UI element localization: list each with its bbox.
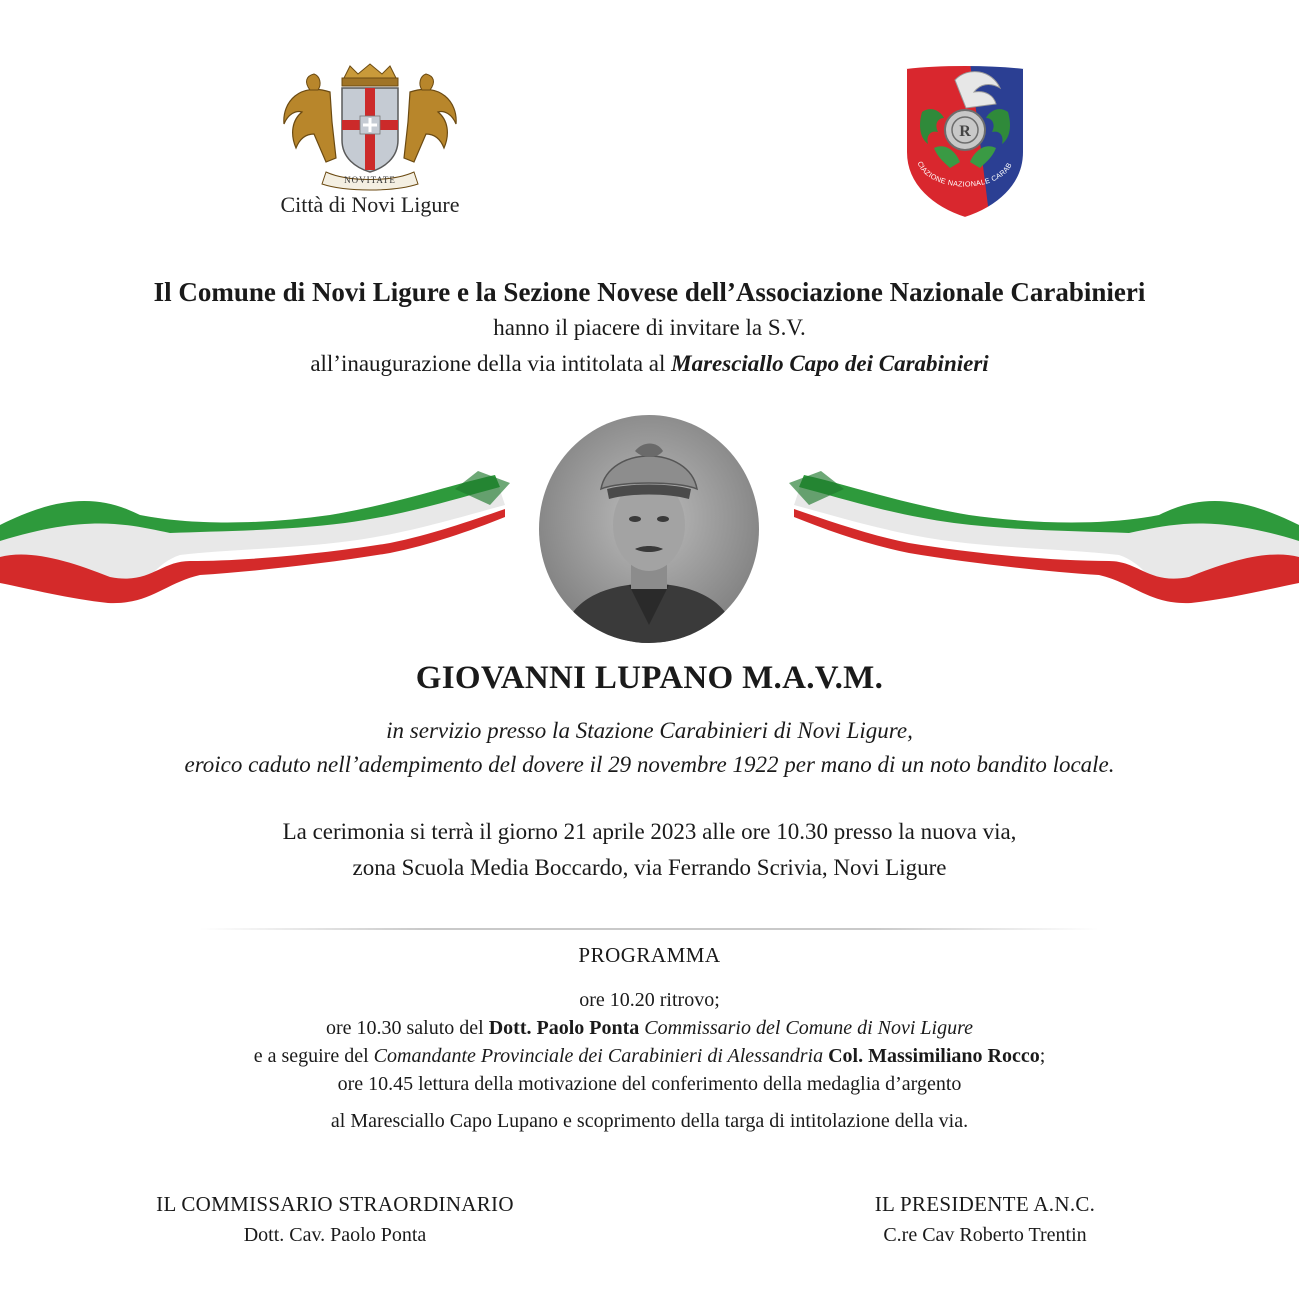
- italian-flag-ribbon-left: [0, 465, 510, 615]
- programme-heading: PROGRAMMA: [578, 943, 721, 967]
- city-coat-of-arms-icon: [270, 62, 470, 192]
- city-caption: Città di Novi Ligure: [280, 192, 460, 217]
- signature-right-title: IL PRESIDENTE A.N.C.: [874, 1192, 1096, 1216]
- divider: [200, 928, 1099, 930]
- signature-right: [830, 1192, 1140, 1247]
- programme-item-3-end: ;: [1039, 1045, 1046, 1067]
- signature-left-title: IL COMMISSARIO STRAORDINARIO: [156, 1192, 514, 1216]
- programme-item-3-role: Comandante Provinciale dei Carabinieri di Alessandria: [373, 1045, 824, 1067]
- italian-flag-ribbon-right: [789, 465, 1299, 615]
- ceremony-line-2: zona Scuola Media Boccardo, via Ferrando Scrivia, Novi Ligure: [352, 855, 947, 880]
- coat-motto: NOVITATE: [344, 175, 396, 185]
- programme-item-5: al Maresciallo Capo Lupano e scoprimento della targa di intitolazione della via.: [330, 1110, 969, 1132]
- signature-left: [100, 1192, 570, 1247]
- ceremony-line-1: La cerimonia si terrà il giorno 21 aprile 2023 alle ore 10.30 presso la nuova via,: [282, 819, 1017, 844]
- signature-left-name: Dott. Cav. Paolo Ponta: [243, 1224, 427, 1246]
- programme-item-1: ore 10.20 ritrovo;: [579, 989, 720, 1011]
- intro-line-2: hanno il piacere di invitare la S.V.: [493, 315, 806, 340]
- honoree-description-line-1: in servizio presso la Stazione Carabinieri di Novi Ligure,: [386, 718, 913, 743]
- intro-line-3-prefix: all’inaugurazione della via intitolata al: [310, 351, 672, 376]
- honoree-description-line-2: eroico caduto nell’adempimento del dovere il 29 novembre 1922 per mano di un noto bandito locale.: [184, 752, 1115, 777]
- programme-item-2: [0, 1017, 1299, 1040]
- carabinieri-shield-icon: [900, 62, 1030, 222]
- anc-emblem-text: CIAZIONE NAZIONALE CARAB: [915, 159, 1014, 189]
- programme-item-4: ore 10.45 lettura della motivazione del conferimento della medaglia d’argento: [337, 1073, 962, 1095]
- programme-item-3: [0, 1045, 1299, 1068]
- honoree-name: GIOVANNI LUPANO M.A.V.M.: [415, 660, 884, 696]
- novi-ligure-logo: [270, 62, 470, 227]
- anc-logo: [900, 62, 1030, 222]
- intro-line-3-emphasis: Maresciallo Capo dei Carabinieri: [671, 351, 989, 376]
- honoree-portrait: [539, 415, 759, 643]
- programme-item-2-role: Commissario del Comune di Novi Ligure: [644, 1017, 973, 1039]
- programme-item-2-text: ore 10.30 saluto del: [325, 1017, 489, 1039]
- intro-title: Il Comune di Novi Ligure e la Sezione Novese dell’Associazione Nazionale Carabinieri: [153, 277, 1146, 307]
- programme-item-3-person: Col. Massimiliano Rocco: [828, 1045, 1040, 1067]
- programme-item-2-person: Dott. Paolo Ponta: [488, 1017, 640, 1039]
- intro-line-3: [0, 351, 1299, 377]
- programme-item-3-text: e a seguire del: [253, 1045, 374, 1067]
- signature-right-name: C.re Cav Roberto Trentin: [883, 1224, 1087, 1246]
- anc-monogram: R: [959, 123, 971, 140]
